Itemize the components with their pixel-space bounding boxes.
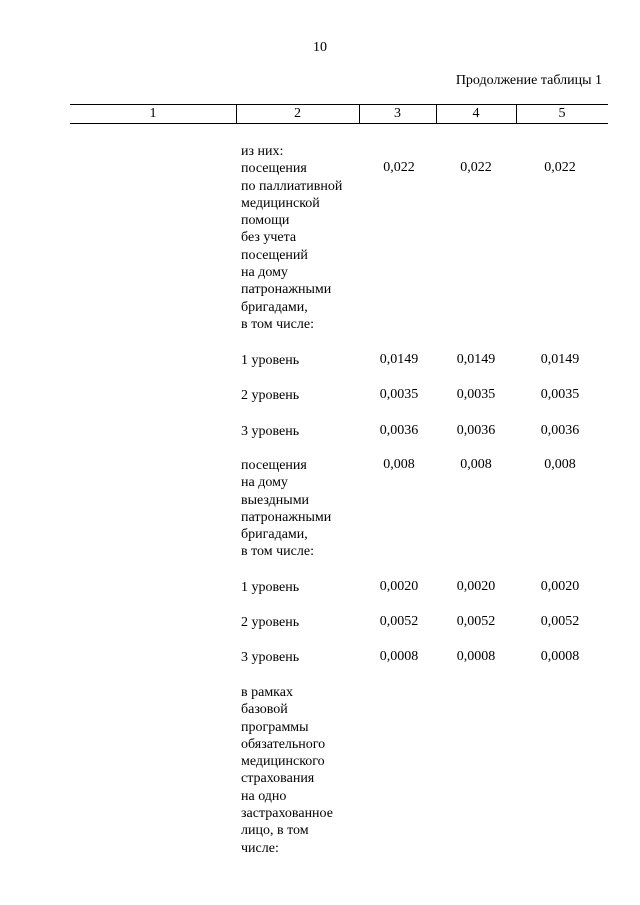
column-header: 1 (149, 106, 157, 121)
row-value: 0,0052 (456, 614, 496, 629)
row-value: 0,008 (460, 457, 492, 472)
row-label: 3 уровень (241, 424, 300, 439)
row-value: 0,0036 (540, 423, 580, 438)
row-value: 0,022 (460, 160, 492, 175)
row-label: в рамках базовой программы обязательного медицинского страхования на одно застрахованное лицо, в том числе: (241, 685, 333, 856)
continuation-title: Продолжение таблицы 1 (455, 73, 602, 88)
row-value: 0,0052 (540, 614, 580, 629)
row-value: 0,022 (544, 160, 576, 175)
row-label: посещения на дому выездными патронажными бригадами, в том числе: (241, 458, 332, 560)
row-value: 0,0035 (540, 387, 580, 402)
row-value: 0,0020 (456, 579, 496, 594)
column-header: 4 (472, 106, 480, 121)
column-header: 2 (294, 106, 301, 121)
row-value: 0,0008 (456, 649, 496, 664)
page-number: 10 (313, 40, 327, 55)
row-value: 0,0035 (379, 387, 419, 402)
row-label: 2 уровень (241, 615, 300, 630)
row-value: 0,0149 (456, 352, 496, 367)
header-top-rule (70, 104, 608, 105)
row-label: из них: посещения по паллиативной медицинской помощи без учета посещений на дому патронажными бригадами, в том числе: (241, 144, 343, 332)
row-value: 0,0035 (456, 387, 496, 402)
row-value: 0,0149 (379, 352, 419, 367)
row-label: 1 уровень (241, 580, 300, 595)
column-header: 3 (394, 106, 401, 121)
row-value: 0,0020 (379, 579, 419, 594)
row-value: 0,0052 (379, 614, 419, 629)
row-value: 0,008 (383, 457, 415, 472)
header-bottom-rule (70, 123, 608, 124)
row-label: 1 уровень (241, 353, 300, 368)
row-value: 0,008 (544, 457, 576, 472)
row-label: 2 уровень (241, 388, 300, 403)
row-value: 0,0149 (540, 352, 580, 367)
row-value: 0,022 (383, 160, 415, 175)
row-value: 0,0036 (379, 423, 419, 438)
row-label: 3 уровень (241, 650, 300, 665)
row-value: 0,0008 (379, 649, 419, 664)
row-value: 0,0036 (456, 423, 496, 438)
column-header: 5 (558, 106, 566, 121)
row-value: 0,0008 (540, 649, 580, 664)
row-value: 0,0020 (540, 579, 580, 594)
